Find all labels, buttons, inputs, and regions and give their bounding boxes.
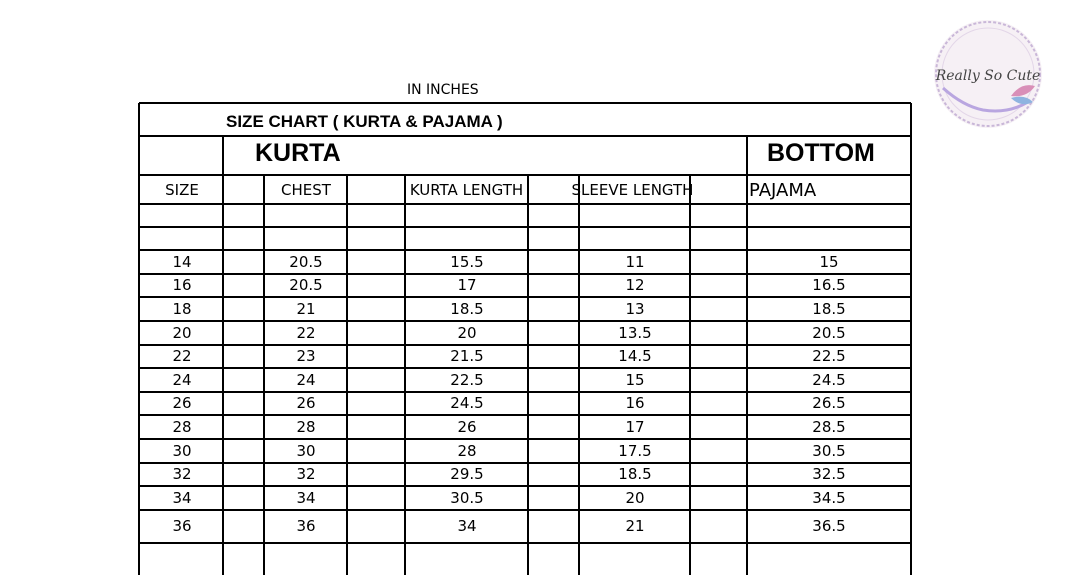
cell-chest: 21 <box>296 300 316 318</box>
cell-sleeve-length: 13 <box>625 300 645 318</box>
row-border <box>139 485 911 487</box>
cell-sleeve-length: 16 <box>625 394 645 412</box>
cell-chest: 30 <box>296 442 316 460</box>
row-border <box>139 320 911 322</box>
cell-sleeve-length: 11 <box>625 253 645 271</box>
cell-chest: 20.5 <box>289 253 323 271</box>
cell-size: 24 <box>172 371 192 389</box>
cell-sleeve-length: 15 <box>625 371 645 389</box>
cell-pajama: 16.5 <box>812 276 846 294</box>
section-row-border <box>139 174 911 176</box>
cell-pajama: 28.5 <box>812 418 846 436</box>
cell-pajama: 26.5 <box>812 394 846 412</box>
header-pajama: PAJAMA <box>749 180 817 201</box>
chart-title: SIZE CHART ( KURTA & PAJAMA ) <box>226 112 503 131</box>
cell-kurta-length: 24.5 <box>450 394 484 412</box>
row-border <box>139 226 911 228</box>
row-border <box>139 509 911 511</box>
cell-chest: 34 <box>296 489 316 507</box>
cell-kurta-length: 20 <box>457 324 477 342</box>
cell-chest: 22 <box>296 324 316 342</box>
cell-pajama: 36.5 <box>812 517 846 535</box>
cell-pajama: 24.5 <box>812 371 846 389</box>
bottom-section-heading: BOTTOM <box>767 139 875 167</box>
cell-pajama: 22.5 <box>812 347 846 365</box>
cell-chest: 36 <box>296 517 316 535</box>
cell-pajama: 15 <box>819 253 839 271</box>
cell-size: 36 <box>172 517 192 535</box>
cell-size: 22 <box>172 347 192 365</box>
cell-kurta-length: 34 <box>457 517 477 535</box>
row-border <box>139 273 911 275</box>
unit-label: IN INCHES <box>407 82 479 98</box>
cell-size: 34 <box>172 489 192 507</box>
header-kurta-length: KURTA LENGTH <box>409 181 524 199</box>
cell-pajama: 20.5 <box>812 324 846 342</box>
cell-sleeve-length: 12 <box>625 276 645 294</box>
title-row-border <box>139 135 911 137</box>
row-border <box>139 367 911 369</box>
table-left-border <box>138 103 140 575</box>
cell-size: 26 <box>172 394 192 412</box>
cell-size: 32 <box>172 465 192 483</box>
cell-kurta-length: 26 <box>457 418 477 436</box>
row-border <box>139 249 911 251</box>
cell-kurta-length: 18.5 <box>450 300 484 318</box>
header-sleeve-length: SLEEVE LENGTH <box>571 181 694 199</box>
cell-sleeve-length: 17 <box>625 418 645 436</box>
cell-size: 16 <box>172 276 192 294</box>
row-border <box>139 542 911 544</box>
header-chest: CHEST <box>281 181 331 199</box>
row-border <box>139 344 911 346</box>
row-border <box>139 296 911 298</box>
cell-kurta-length: 30.5 <box>450 489 484 507</box>
table-top-border <box>139 102 911 104</box>
cell-pajama: 18.5 <box>812 300 846 318</box>
row-border <box>139 462 911 464</box>
cell-kurta-length: 17 <box>457 276 477 294</box>
cell-kurta-length: 21.5 <box>450 347 484 365</box>
cell-sleeve-length: 17.5 <box>618 442 652 460</box>
cell-pajama: 30.5 <box>812 442 846 460</box>
cell-size: 30 <box>172 442 192 460</box>
header-size: SIZE <box>165 181 199 199</box>
cell-chest: 32 <box>296 465 316 483</box>
kurta-section-heading: KURTA <box>255 139 341 167</box>
cell-sleeve-length: 14.5 <box>618 347 652 365</box>
brand-logo-text: Really So Cute <box>935 68 1041 84</box>
row-border <box>139 203 911 205</box>
cell-chest: 24 <box>296 371 316 389</box>
cell-pajama: 32.5 <box>812 465 846 483</box>
table-right-border <box>910 103 912 575</box>
brand-logo <box>923 10 1053 138</box>
row-border <box>139 414 911 416</box>
cell-kurta-length: 29.5 <box>450 465 484 483</box>
cell-sleeve-length: 21 <box>625 517 645 535</box>
cell-chest: 28 <box>296 418 316 436</box>
cell-chest: 20.5 <box>289 276 323 294</box>
cell-size: 20 <box>172 324 192 342</box>
cell-kurta-length: 28 <box>457 442 477 460</box>
cell-kurta-length: 22.5 <box>450 371 484 389</box>
cell-sleeve-length: 20 <box>625 489 645 507</box>
cell-sleeve-length: 13.5 <box>618 324 652 342</box>
cell-size: 28 <box>172 418 192 436</box>
cell-sleeve-length: 18.5 <box>618 465 652 483</box>
cell-pajama: 34.5 <box>812 489 846 507</box>
cell-size: 14 <box>172 253 192 271</box>
brand-logo-graphic <box>923 10 1053 138</box>
cell-size: 18 <box>172 300 192 318</box>
row-border <box>139 391 911 393</box>
cell-kurta-length: 15.5 <box>450 253 484 271</box>
row-border <box>139 438 911 440</box>
cell-chest: 26 <box>296 394 316 412</box>
cell-chest: 23 <box>296 347 316 365</box>
